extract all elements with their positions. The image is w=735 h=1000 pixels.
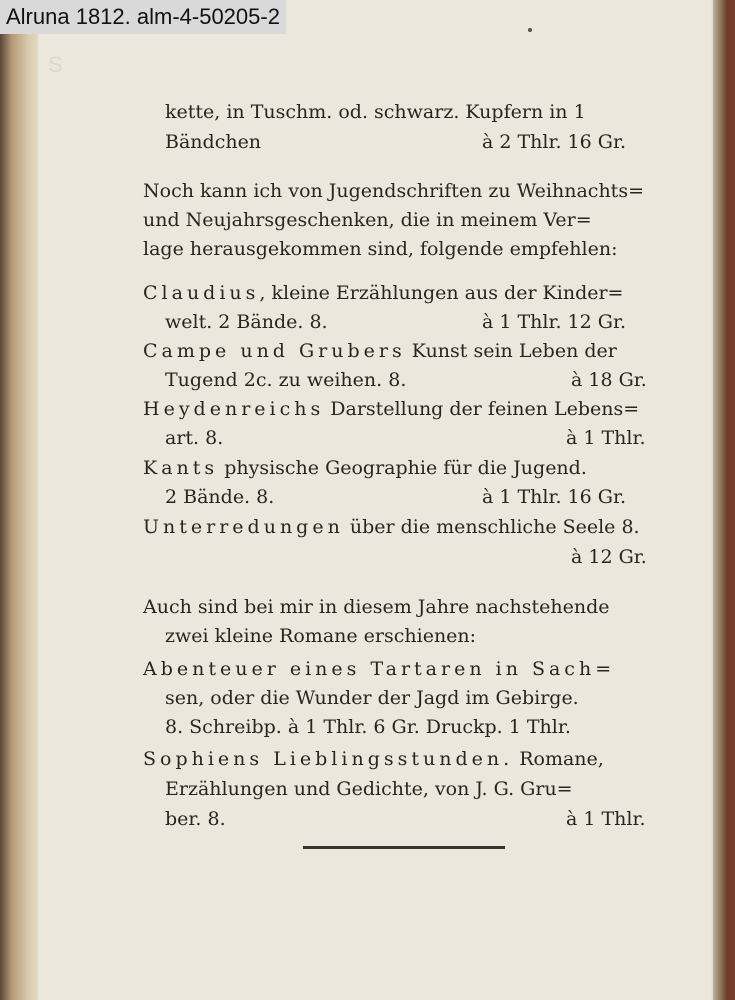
price: à 18 Gr. [571,369,647,391]
book-title: Abenteuer eines Tartaren in Sach= [143,658,616,680]
header-label: Alruna 1812. alm-4-50205-2 [0,0,286,34]
entry-text: , kleine Erzählungen aus der Kinder= [259,282,624,304]
entry-sophiens [143,746,604,772]
faint-letter: S [48,52,63,77]
price: à 1 Thlr. 16 Gr. [482,486,626,508]
ink-speck [528,28,532,32]
author-name: Unterredungen [143,516,344,538]
text-line: Auch sind bei mir in diesem Jahre nachstehende [143,596,610,618]
book-cover-right [713,0,735,1000]
author-name: Campe und Grubers [143,340,406,362]
entry-heydenreich [143,396,639,422]
book-title: Sophiens Lieblingsstunden. [143,748,514,770]
text-line: 2 Bände. 8. [165,486,275,508]
text-line: und Neujahrsgeschenken, die in meinem Ver= [143,209,592,231]
entry-text: Darstellung der feinen Lebens= [324,398,640,420]
text-line: Bändchen [165,131,262,153]
text-line: welt. 2 Bände. 8. [165,311,328,333]
text-line: sen, oder die Wunder der Jagd im Gebirge. [165,687,579,709]
text-line: lage herausgekommen sind, folgende empfehlen: [143,238,618,260]
entry-abenteuer [143,656,615,682]
price: à 1 Thlr. 12 Gr. [482,311,626,333]
text-line: ber. 8. [165,808,226,830]
text-line: Noch kann ich von Jugendschriften zu Weihnachts= [143,180,644,202]
entry-text: Kunst sein Leben der [405,340,617,362]
price: à 12 Gr. [571,546,647,568]
book-binding-left [0,0,40,1000]
entry-text: physische Geographie für die Jugend. [218,457,587,479]
text-line: 8. Schreibp. à 1 Thlr. 6 Gr. Druckp. 1 Thlr. [165,716,571,738]
closing-rule [303,846,505,849]
price: à 2 Thlr. 16 Gr. [482,131,626,153]
text-line: art. 8. [165,427,224,449]
author-name: Heydenreichs [143,398,325,420]
author-name: Kants [143,457,219,479]
price: à 1 Thlr. [566,808,646,830]
entry-unterredungen [143,514,640,540]
entry-kant [143,455,587,481]
price: à 1 Thlr. [566,427,646,449]
entry-claudius [143,280,623,306]
text-line: Erzählungen und Gedichte, von J. G. Gru= [165,778,573,800]
entry-text: über die menschliche Seele 8. [343,516,640,538]
entry-text: Romane, [513,748,604,770]
text-line: Tugend 2c. zu weihen. 8. [165,369,407,391]
entry-campe [143,338,617,364]
text-line: zwei kleine Romane erschienen: [165,625,477,647]
text-line: kette, in Tuschm. od. schwarz. Kupfern in 1 [165,101,586,123]
author-name: Claudius [143,282,260,304]
